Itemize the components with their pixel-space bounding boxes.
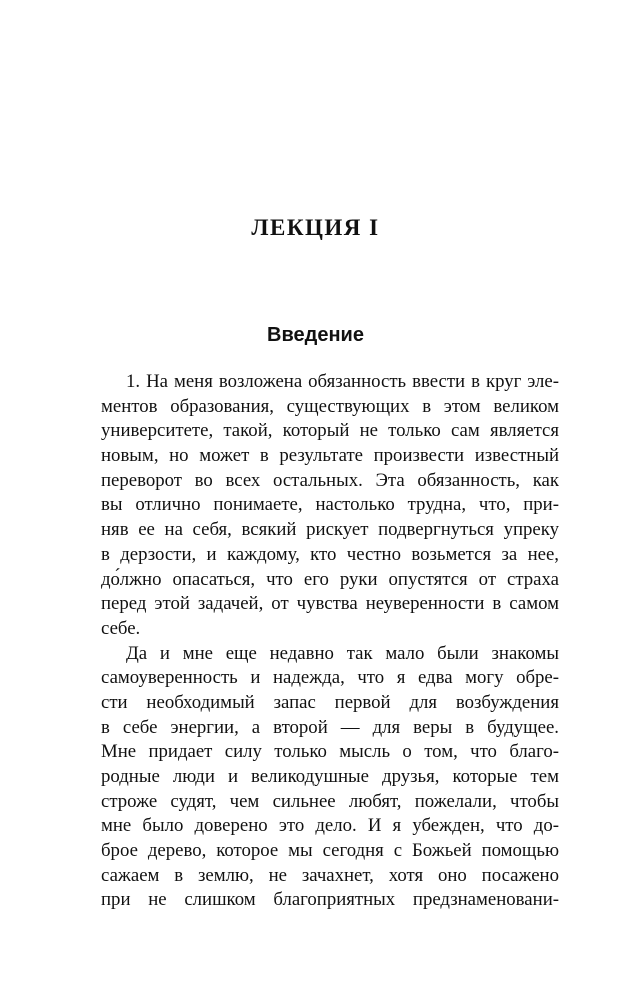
text-line: в себе энергии, а второй — для веры в будущее. <box>101 716 559 738</box>
paragraph-2 <box>101 642 559 914</box>
text-line: университете, такой, который не только сам является <box>101 420 559 442</box>
text-line: в дерзости, и каждому, кто честно возьмется за нее, <box>101 543 559 565</box>
text-line: новым, но может в результате произвести известный <box>101 445 559 467</box>
text-line: Да и мне еще недавно так мало были знакомы <box>126 642 559 664</box>
text-line: вы отлично понимаете, настолько трудна, что, при- <box>101 494 559 516</box>
text-line: ментов образования, существующих в этом великом <box>101 395 559 417</box>
text-line: самоуверенность и надежда, что я едва могу обре- <box>101 667 559 689</box>
text-line: до́лжно опасаться, что его руки опустятся от страха <box>101 568 559 590</box>
text-line: мне было доверено это дело. И я убежден, что до- <box>101 815 559 837</box>
text-line: при не слишком благоприятных предзнаменовани- <box>101 889 559 911</box>
text-line: переворот во всех остальных. Эта обязанность, как <box>101 469 559 491</box>
text-line: 1. На меня возложена обязанность ввести в круг эле- <box>126 371 559 392</box>
text-line: перед этой задачей, от чувства неуверенности в самом <box>101 593 559 615</box>
text-line: родные люди и великодушные друзья, которые тем <box>101 766 559 787</box>
text-line: сти необходимый запас первой для возбуждения <box>101 691 559 713</box>
text-line: себе. <box>101 617 141 639</box>
body-text <box>101 370 559 913</box>
paragraph-1 <box>101 370 559 642</box>
text-line: няв ее на себя, всякий рискует подвергнуться упреку <box>101 519 559 541</box>
text-line: Мне придает силу только мысль о том, что благо- <box>101 741 559 763</box>
text-line: строже судят, чем сильнее любят, пожелали, чтобы <box>101 790 559 812</box>
section-title: Введение <box>267 324 364 346</box>
text-line: брое дерево, которое мы сегодня с Божьей помощью <box>101 840 559 862</box>
text-line: сажаем в землю, не зачахнет, хотя оно посажено <box>101 864 559 886</box>
chapter-title: ЛЕКЦИЯ I <box>251 215 380 240</box>
